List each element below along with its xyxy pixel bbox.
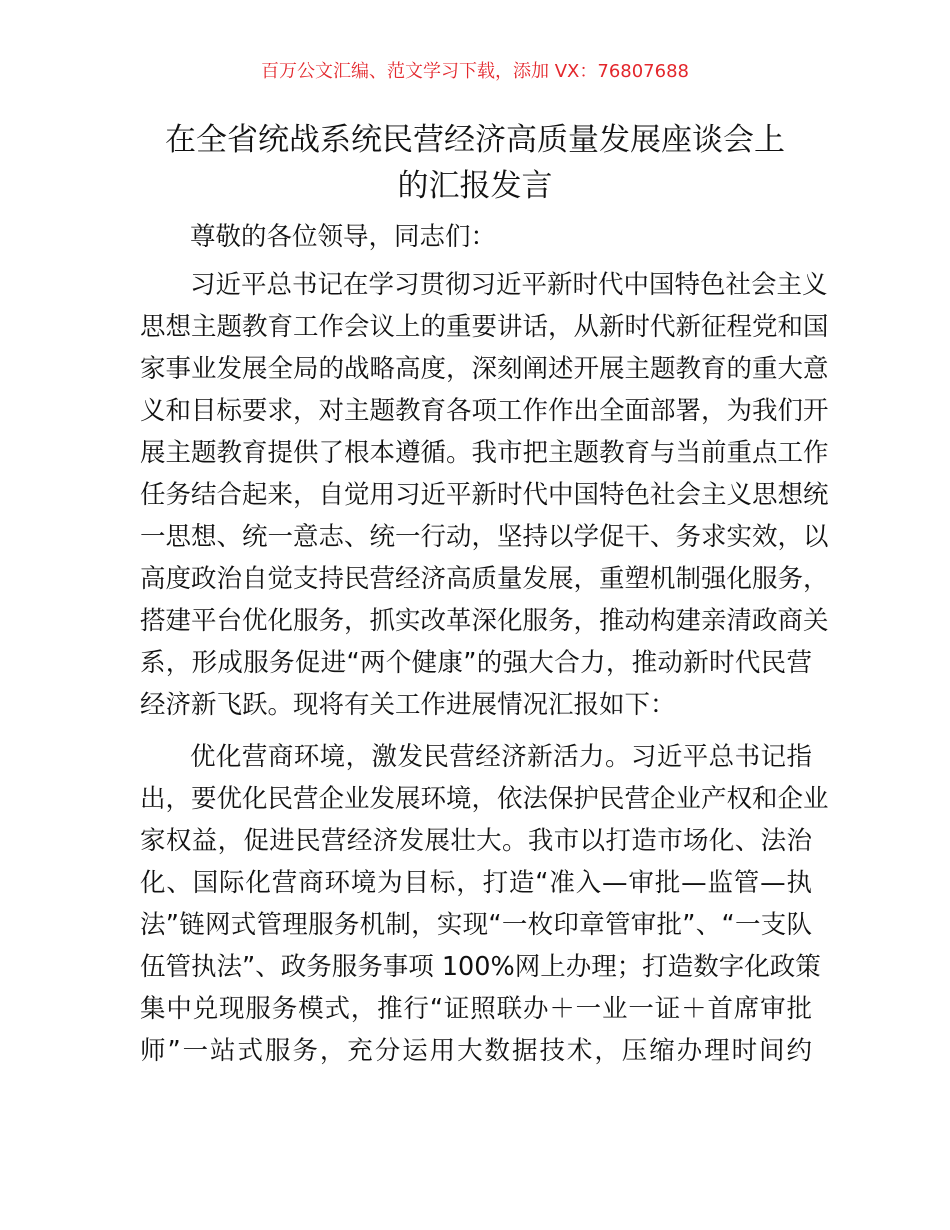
paragraph-line: 家事业发展全局的战略高度，深刻阐述开展主题教育的重大意 [140, 354, 829, 384]
paragraph-line: 集中兑现服务模式，推行“证照联办＋一业一证＋首席审批 [140, 994, 812, 1024]
paragraph-line: 经济新飞跃。现将有关工作进展情况汇报如下： [140, 690, 676, 720]
paragraph-line: 法”链网式管理服务机制，实现“一枚印章管审批”、“一支队 [140, 910, 812, 940]
greeting: 尊敬的各位领导，同志们： [190, 222, 497, 252]
paragraph-line: 高度政治自觉支持民营经济高质量发展，重塑机制强化服务， [140, 564, 829, 594]
watermark-header: 百万公文汇编、范文学习下载，添加 VX：76807688 [261, 61, 689, 82]
paragraph-line: 一思想、统一意志、统一行动，坚持以学促干、务求实效，以 [140, 522, 829, 552]
paragraph-line: 优化营商环境，激发民营经济新活力。习近平总书记指 [190, 742, 812, 772]
paragraph-line: 展主题教育提供了根本遵循。我市把主题教育与当前重点工作 [140, 438, 829, 468]
paragraph-line: 化、国际化营商环境为目标，打造“准入—审批—监管—执 [140, 868, 812, 898]
paragraph-line: 出，要优化民营企业发展环境，依法保护民营企业产权和企业 [140, 784, 829, 814]
title-line-1: 在全省统战系统民营经济高质量发展座谈会上 [165, 122, 785, 158]
title-line-2: 的汇报发言 [397, 168, 553, 204]
paragraph-line: 任务结合起来，自觉用习近平新时代中国特色社会主义思想统 [140, 480, 829, 510]
paragraph-line: 系，形成服务促进“两个健康”的强大合力，推动新时代民营 [140, 648, 812, 678]
paragraph-line: 家权益，促进民营经济发展壮大。我市以打造市场化、法治 [140, 826, 812, 856]
paragraph-line: 伍管执法”、政务服务事项 100%网上办理；打造数字化政策 [140, 952, 821, 982]
paragraph-line: 习近平总书记在学习贯彻习近平新时代中国特色社会主义 [190, 270, 828, 300]
paragraph-line: 搭建平台优化服务，抓实改革深化服务，推动构建亲清政商关 [140, 606, 829, 636]
paragraph-line: 师”一站式服务，充分运用大数据技术，压缩办理时间约 [140, 1036, 812, 1066]
paragraph-line: 义和目标要求，对主题教育各项工作作出全面部署，为我们开 [140, 396, 829, 426]
paragraph-line: 思想主题教育工作会议上的重要讲话，从新时代新征程党和国 [140, 312, 829, 342]
